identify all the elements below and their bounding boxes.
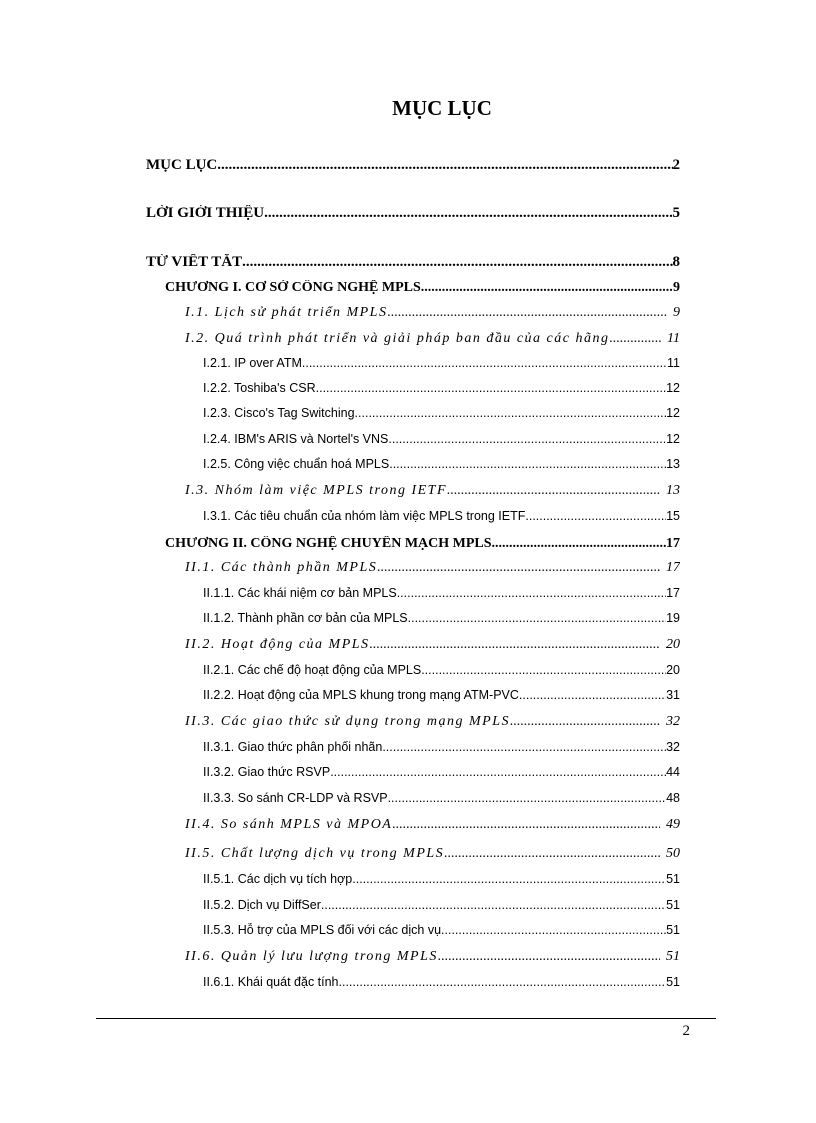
- toc-leader: [355, 406, 667, 420]
- toc-label: II.1. Các thành phần MPLS: [185, 560, 378, 575]
- toc-leader: [388, 432, 666, 446]
- toc-page-number: 17: [666, 586, 680, 600]
- toc-entry[interactable]: [203, 663, 680, 677]
- toc-page-number: 17: [666, 560, 680, 575]
- toc-entry[interactable]: [203, 457, 680, 471]
- toc-entry[interactable]: [185, 949, 680, 965]
- toc-page-number: 51: [666, 975, 680, 989]
- footer-divider: [96, 1018, 716, 1019]
- toc-label: I.2.2. Toshiba's CSR: [203, 381, 316, 395]
- toc-page-number: 11: [667, 356, 680, 370]
- toc-page-number: 17: [666, 536, 680, 551]
- toc-entry[interactable]: [203, 432, 680, 446]
- toc-page-number: 8: [672, 254, 680, 270]
- toc-page-number: 32: [666, 740, 680, 754]
- toc-page-number: 2: [672, 157, 680, 173]
- toc-label: II.6.1. Khái quát đặc tính: [203, 975, 339, 989]
- toc-label: II.3.2. Giao thức RSVP: [203, 765, 331, 779]
- toc-leader: [330, 765, 666, 779]
- toc-leader: [387, 305, 667, 321]
- toc-entry[interactable]: [203, 509, 680, 523]
- toc-label: CHƯƠNG II. CÔNG NGHỆ CHUYỂN MẠCH MPLS: [165, 536, 492, 551]
- toc-page-number: 48: [666, 791, 680, 805]
- toc-label: II.1.2. Thành phần cơ bản của MPLS: [203, 611, 408, 625]
- toc-entry[interactable]: [203, 975, 680, 989]
- toc-leader: [321, 898, 666, 912]
- toc-page-number: 12: [666, 406, 680, 420]
- toc-entry[interactable]: [203, 356, 680, 370]
- toc-entry[interactable]: [203, 765, 680, 779]
- toc-leader: [519, 688, 666, 702]
- page-title: MỤC LỤC: [392, 96, 492, 120]
- toc-entry[interactable]: [146, 157, 680, 174]
- toc-page-number: 13: [666, 483, 680, 498]
- toc-entry[interactable]: [146, 254, 680, 271]
- toc-label: CHƯƠNG I. CƠ SỞ CÔNG NGHỆ MPLS: [165, 280, 421, 295]
- toc-label: I.1. Lịch sử phát triển MPLS: [185, 305, 388, 320]
- toc-label: LỜI GIỚI THIỆU: [146, 205, 265, 221]
- toc-page-number: 12: [666, 381, 680, 395]
- toc-entry[interactable]: [203, 791, 680, 805]
- toc-label: II.1.1. Các khái niệm cơ bản MPLS: [203, 586, 397, 600]
- toc-leader: [438, 949, 660, 965]
- toc-leader: [370, 637, 660, 653]
- toc-leader: [264, 205, 672, 222]
- toc-page-number: 5: [672, 205, 680, 221]
- toc-leader: [510, 714, 660, 730]
- toc-entry[interactable]: [146, 205, 680, 222]
- toc-leader: [441, 923, 666, 937]
- toc-label: II.3.1. Giao thức phân phối nhãn: [203, 740, 383, 754]
- toc-label: II.4. So sánh MPLS và MPOA: [185, 817, 393, 832]
- toc-label: MỤC LỤC: [146, 157, 218, 173]
- toc-page-number: 20: [666, 663, 680, 677]
- toc-entry[interactable]: [203, 898, 680, 912]
- toc-page-number: 51: [666, 898, 680, 912]
- toc-entry[interactable]: [165, 280, 680, 296]
- toc-page-number: 13: [666, 457, 680, 471]
- toc-entry[interactable]: [203, 688, 680, 702]
- toc-label: I.2.3. Cisco's Tag Switching: [203, 406, 355, 420]
- toc-label: II.5.2. Dịch vụ DiffSer: [203, 898, 321, 912]
- toc-leader: [392, 817, 660, 833]
- toc-leader: [217, 157, 672, 174]
- toc-label: II.3.3. So sánh CR-LDP và RSVP: [203, 791, 388, 805]
- toc-entry[interactable]: [165, 536, 680, 552]
- toc-leader: [302, 356, 667, 370]
- toc-page-number: 12: [666, 432, 680, 446]
- toc-entry[interactable]: [185, 483, 680, 499]
- toc-leader: [242, 254, 672, 271]
- toc-entry[interactable]: [185, 637, 680, 653]
- toc-entry[interactable]: [185, 846, 680, 862]
- toc-page-number: 19: [666, 611, 680, 625]
- toc-label: I.2.4. IBM's ARIS và Nortel's VNS: [203, 432, 389, 446]
- toc-page-number: 51: [666, 949, 680, 964]
- toc-page-number: 50: [666, 846, 680, 861]
- toc-label: I.3.1. Các tiêu chuẩn của nhóm làm việc MPLS trong IETF: [203, 509, 526, 523]
- toc-page-number: 15: [666, 509, 680, 523]
- toc-leader: [389, 457, 666, 471]
- toc-leader: [492, 536, 666, 552]
- toc-leader: [609, 331, 661, 347]
- toc-entry[interactable]: [185, 817, 680, 833]
- toc-page-number: 9: [673, 280, 680, 295]
- footer-page-number: 2: [682, 1023, 690, 1039]
- toc-label: II.2.2. Hoạt động của MPLS khung trong mạng ATM-PVC: [203, 688, 519, 702]
- toc-leader: [421, 280, 673, 296]
- toc-page-number: 32: [666, 714, 680, 729]
- toc-entry[interactable]: [203, 740, 680, 754]
- toc-entry[interactable]: [185, 305, 680, 321]
- toc-page-number: 44: [666, 765, 680, 779]
- toc-entry[interactable]: [203, 586, 680, 600]
- toc-label: I.2.5. Công việc chuẩn hoá MPLS: [203, 457, 390, 471]
- toc-entry[interactable]: [203, 381, 680, 395]
- toc-label: II.5.1. Các dịch vụ tích hợp: [203, 872, 353, 886]
- toc-entry[interactable]: [185, 331, 680, 347]
- toc-page-number: 51: [666, 923, 680, 937]
- toc-leader: [339, 975, 667, 989]
- toc-leader: [408, 611, 666, 625]
- toc-label: II.2. Hoạt động của MPLS: [185, 637, 370, 652]
- toc-entry[interactable]: [203, 923, 680, 937]
- toc-label: II.5.3. Hỗ trợ của MPLS đối với các dịch vụ: [203, 923, 442, 937]
- toc-leader: [377, 560, 660, 576]
- toc-leader: [382, 740, 666, 754]
- toc-label: I.2. Quá trình phát triển và giải pháp ban đầu của các hãng: [185, 331, 610, 346]
- toc-label: II.5. Chất lượng dịch vụ trong MPLS: [185, 846, 445, 861]
- toc-page-number: 31: [666, 688, 680, 702]
- toc-leader: [388, 791, 667, 805]
- toc-entry[interactable]: [203, 406, 680, 420]
- toc-leader: [316, 381, 666, 395]
- toc-label: II.6. Quản lý lưu lượng trong MPLS: [185, 949, 438, 964]
- toc-leader: [397, 586, 666, 600]
- toc-label: TỪ VIẾT TẮT: [146, 254, 243, 270]
- toc-entry[interactable]: [185, 714, 680, 730]
- toc-page-number: 51: [666, 872, 680, 886]
- toc-leader: [421, 663, 666, 677]
- toc-leader: [525, 509, 666, 523]
- toc-entry[interactable]: [203, 872, 680, 886]
- toc-leader: [447, 483, 660, 499]
- toc-page-number: 11: [667, 331, 680, 346]
- toc-page-number: 49: [666, 817, 680, 832]
- toc-page-number: 9: [673, 305, 680, 320]
- toc-page-number: 20: [666, 637, 680, 652]
- toc-leader: [444, 846, 660, 862]
- toc-label: II.2.1. Các chế độ hoạt động của MPLS: [203, 663, 422, 677]
- toc-label: I.2.1. IP over ATM: [203, 356, 302, 370]
- toc-leader: [352, 872, 666, 886]
- toc-label: II.3. Các giao thức sử dụng trong mạng MPLS: [185, 714, 511, 729]
- toc-label: I.3. Nhóm làm việc MPLS trong IETF: [185, 483, 448, 498]
- toc-entry[interactable]: [185, 560, 680, 576]
- toc-entry[interactable]: [203, 611, 680, 625]
